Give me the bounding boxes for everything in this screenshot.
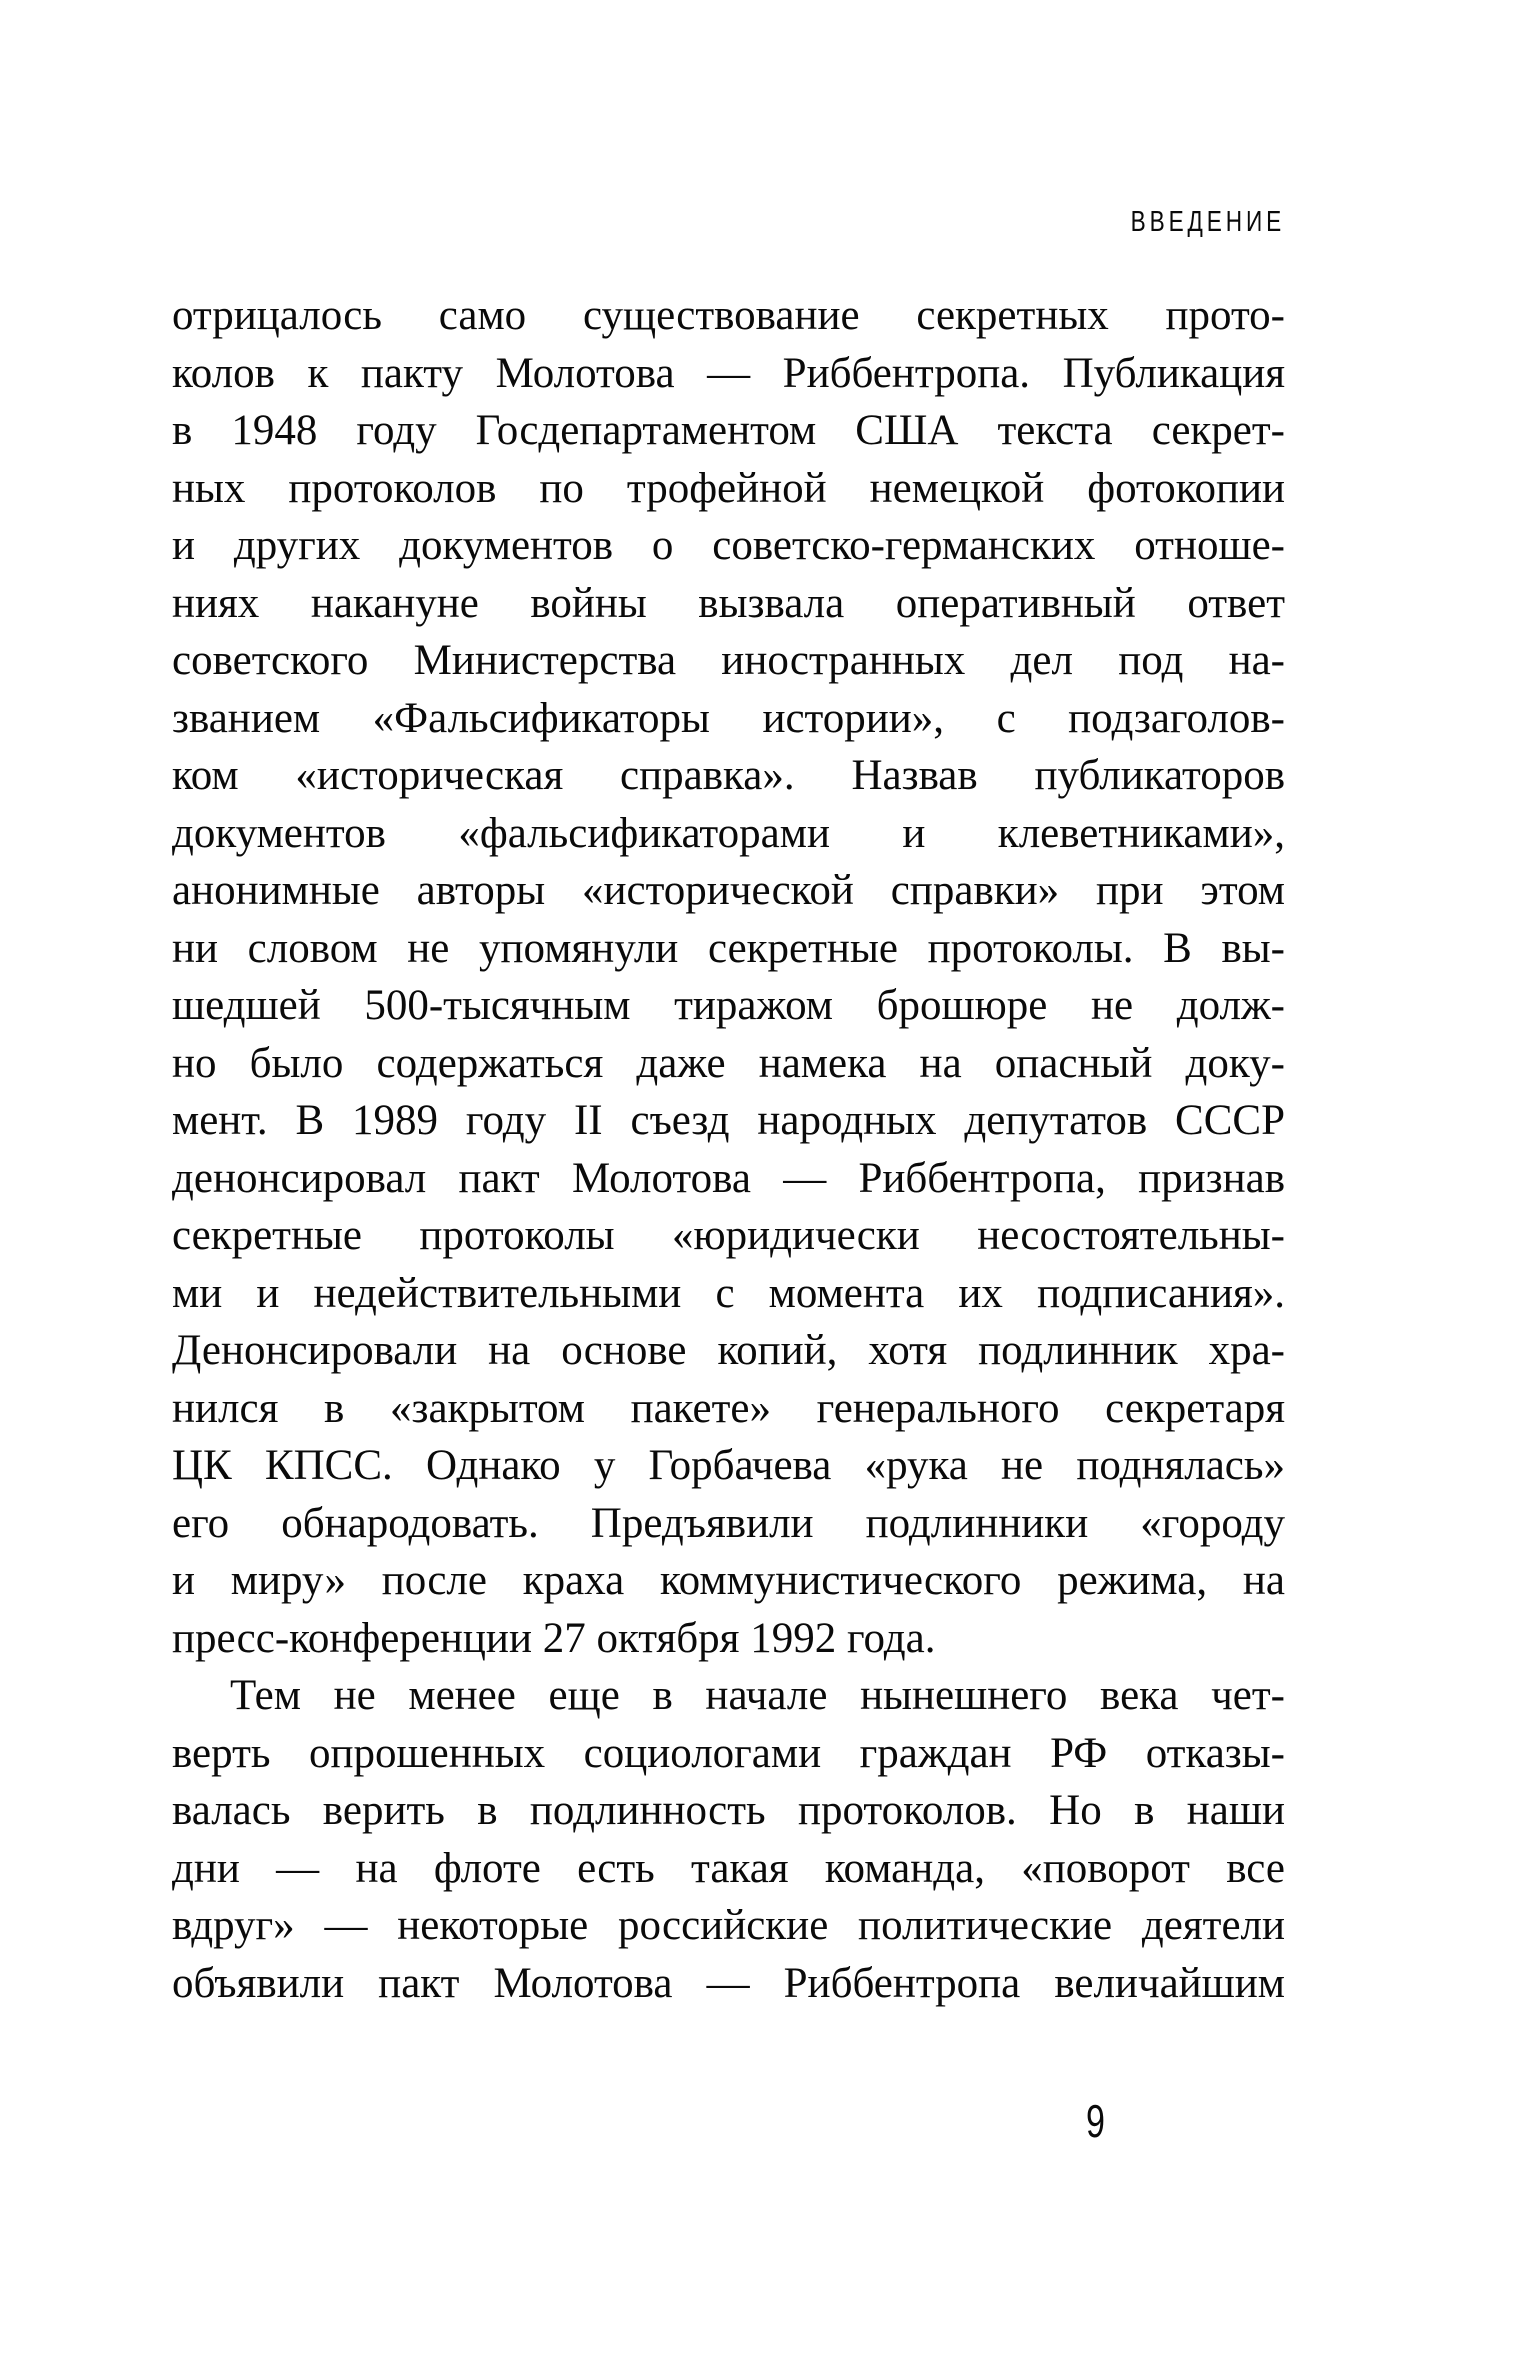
text-line: и других документов о советско-германских отноше-	[172, 522, 1285, 569]
text-line: советского Министерства иностранных дел под на-	[172, 637, 1285, 684]
text-line: объявили пакт Молотова — Риббентропа величайшим	[172, 1959, 1285, 2007]
text-line: секретные протоколы «юридически несостоятельны-	[172, 1212, 1285, 1259]
text-line: его обнародовать. Предъявили подлинники «городу	[172, 1499, 1285, 1547]
text-line: нился в «закрытом пакете» генерального секретаря	[172, 1384, 1285, 1432]
body-text	[172, 287, 1285, 2012]
text-line: вдруг» — некоторые российские политические деятели	[172, 1902, 1285, 1949]
text-line: анонимные авторы «исторической справки» при этом	[172, 867, 1285, 914]
text-line: пресс-конференции 27 октября 1992 года.	[172, 1614, 936, 1662]
page-number: 9	[1086, 2095, 1105, 2147]
running-header: ВВЕДЕНИЕ	[1130, 206, 1285, 238]
text-line: но было содержаться даже намека на опасный доку-	[172, 1039, 1285, 1087]
text-line: ниях накануне войны вызвала оперативный ответ	[172, 579, 1285, 627]
text-line: ных протоколов по трофейной немецкой фотокопии	[172, 464, 1285, 512]
text-line: мент. В 1989 году II съезд народных депутатов СССР	[172, 1097, 1285, 1144]
text-line: отрицалось само существование секретных прото-	[172, 292, 1285, 339]
text-line: и миру» после краха коммунистического режима, на	[172, 1557, 1285, 1604]
text-line: званием «Фальсификаторы истории», с подзаголов-	[172, 694, 1285, 742]
text-line: Денонсировали на основе копий, хотя подлинник хра-	[172, 1327, 1285, 1374]
text-line: ком «историческая справка». Назвав публикаторов	[172, 752, 1285, 799]
text-line: Тем не менее еще в начале нынешнего века чет-	[230, 1672, 1285, 1719]
text-line: колов к пакту Молотова — Риббентропа. Публикация	[172, 349, 1285, 397]
text-line: денонсировал пакт Молотова — Риббентропа, признав	[172, 1154, 1285, 1202]
text-line: ЦК КПСС. Однако у Горбачева «рука не поднялась»	[172, 1442, 1285, 1489]
text-line: документов «фальсификаторами и клеветниками»,	[172, 809, 1285, 857]
text-line: ни словом не упомянули секретные протоколы. В вы-	[172, 924, 1285, 972]
text-line: валась верить в подлинность протоколов. Но в наши	[172, 1787, 1285, 1834]
text-line: верть опрошенных социологами граждан РФ отказы-	[172, 1729, 1285, 1777]
text-line: ми и недействительными с момента их подписания».	[172, 1269, 1285, 1317]
text-line: шедшей 500-тысячным тиражом брошюре не долж-	[172, 982, 1285, 1029]
text-line: в 1948 году Госдепартаментом США текста секрет-	[172, 407, 1285, 454]
text-line: дни — на флоте есть такая команда, «поворот все	[172, 1844, 1285, 1892]
